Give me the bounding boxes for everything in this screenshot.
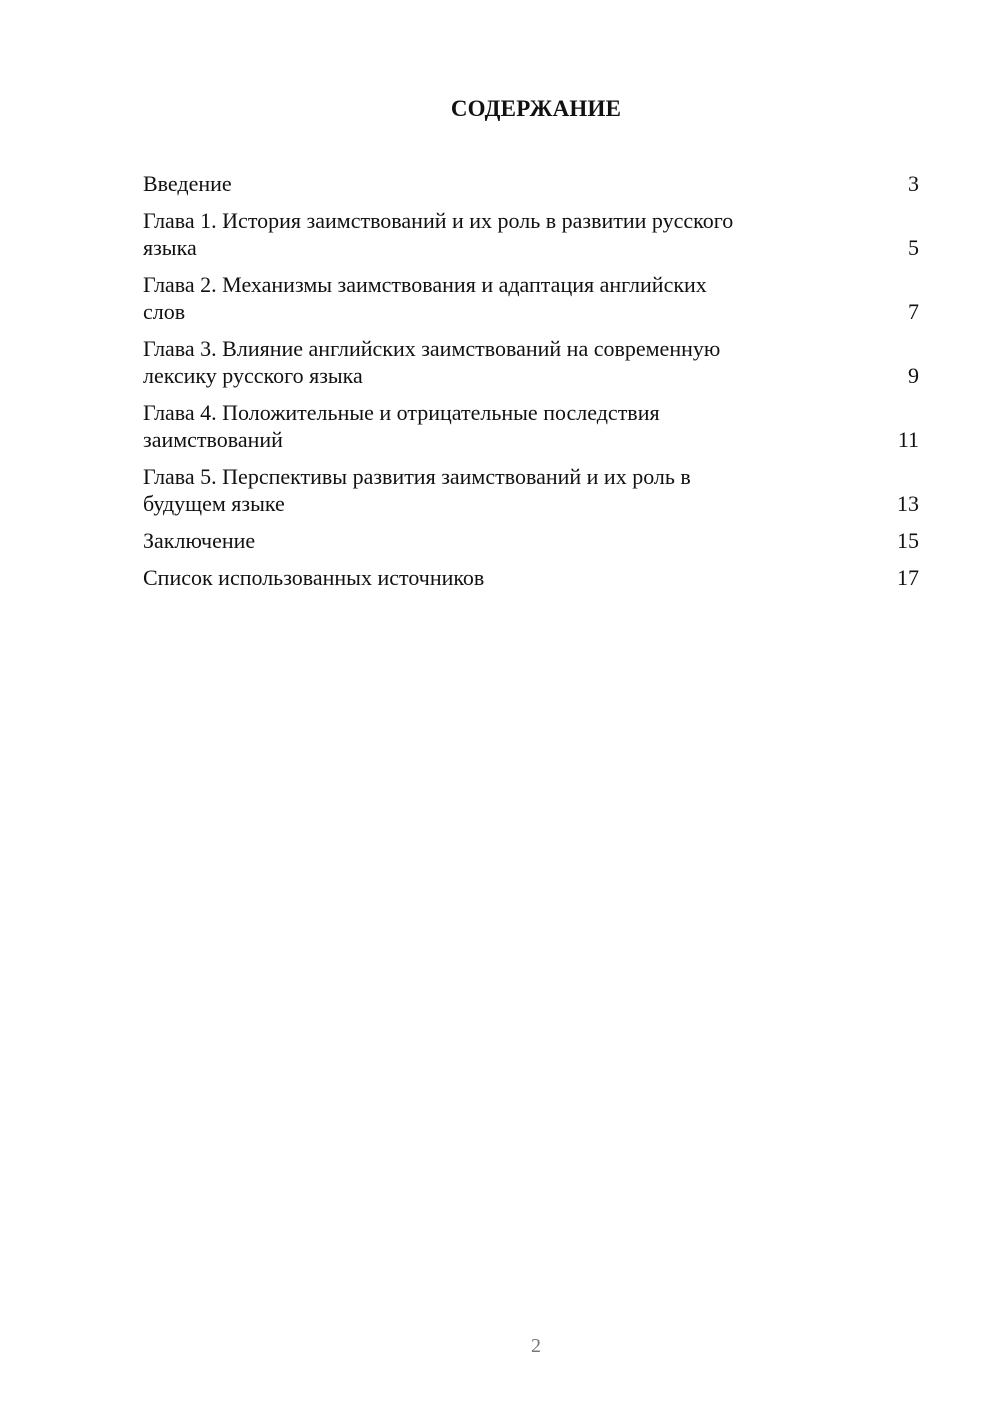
toc-entry-title: Глава 1. История заимствований и их роль в развитии русского языка — [143, 208, 734, 260]
toc-entry-page: 17 — [897, 565, 919, 590]
toc-entry-references — [143, 564, 919, 591]
toc-entry-title: Глава 2. Механизмы заимствования и адаптация английских слов — [143, 272, 707, 324]
toc-entry-chapter-1 — [143, 207, 919, 261]
toc-entry-page: 15 — [897, 528, 919, 553]
page-number: 2 — [531, 1335, 541, 1357]
toc-entry-title: Глава 5. Перспективы развития заимствований и их роль в будущем языке — [143, 464, 691, 516]
toc-entry-page: 9 — [908, 363, 919, 388]
toc-entry-page: 11 — [897, 427, 919, 452]
toc-entry-chapter-3 — [143, 335, 919, 389]
toc-entry-conclusion — [143, 527, 919, 554]
toc-entry-introduction — [143, 170, 919, 197]
toc-entry-page: 3 — [908, 171, 919, 196]
toc-entry-title: Глава 4. Положительные и отрицательные последствия заимствований — [143, 400, 660, 452]
toc-entry-page: 7 — [908, 299, 919, 324]
toc-entry-title: Список использованных источников — [143, 565, 485, 590]
toc-heading: СОДЕРЖАНИЕ — [450, 96, 622, 121]
toc-entry-chapter-4 — [143, 399, 919, 453]
toc-entry-chapter-2 — [143, 271, 919, 325]
toc-entry-title: Введение — [143, 171, 232, 196]
table-of-contents — [143, 170, 919, 601]
toc-entry-title: Глава 3. Влияние английских заимствований на современную лексику русского языка — [143, 336, 721, 388]
toc-entry-chapter-5 — [143, 463, 919, 517]
toc-entry-page: 13 — [897, 491, 919, 516]
toc-entry-title: Заключение — [143, 528, 256, 553]
toc-entry-page: 5 — [908, 235, 919, 260]
